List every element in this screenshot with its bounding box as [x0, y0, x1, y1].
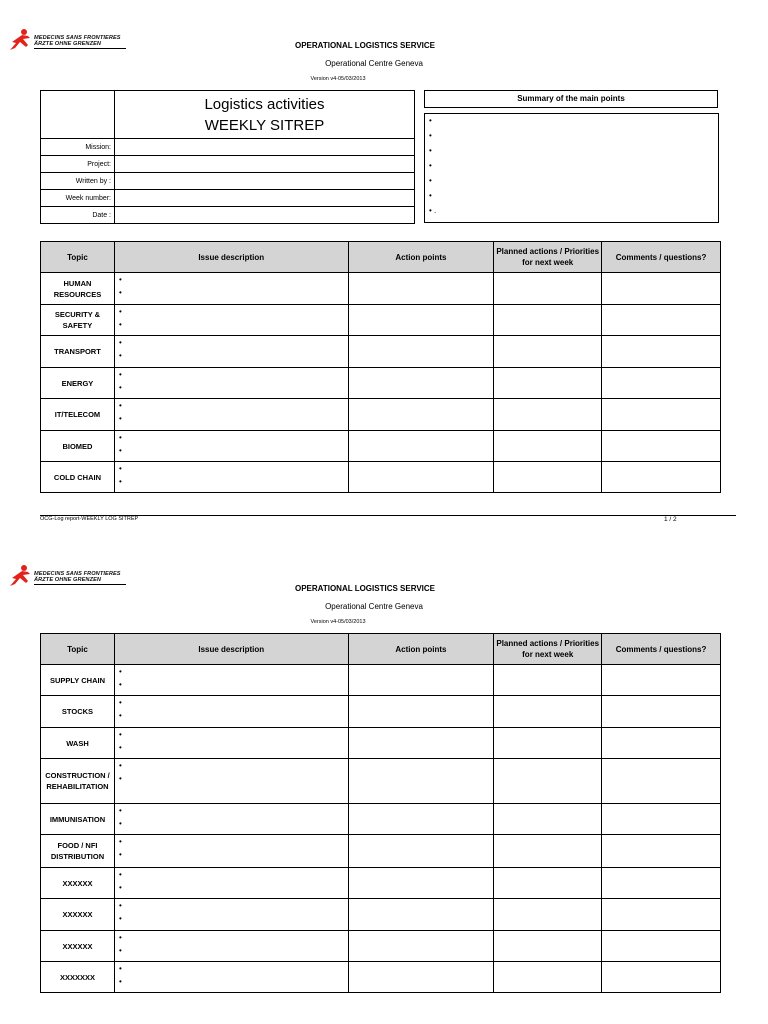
- summary-bullet: • .: [429, 206, 437, 215]
- field-label-project: Project:: [41, 156, 115, 173]
- action-points-cell[interactable]: [348, 899, 494, 931]
- comments-cell[interactable]: [602, 305, 721, 336]
- table-row: [41, 399, 721, 431]
- table-row: [41, 728, 721, 759]
- topic-cell: IMMUNISATION: [41, 804, 115, 835]
- table-row: [41, 835, 721, 868]
- issue-description-cell[interactable]: [114, 462, 348, 493]
- table-row: [41, 759, 721, 804]
- footer-page-number: 1 / 2: [664, 516, 677, 523]
- topic-cell: XXXXXXX: [41, 962, 115, 993]
- field-label-week-number: Week number:: [41, 190, 115, 207]
- issue-bullet: •: [118, 819, 122, 828]
- issue-bullet: •: [118, 698, 122, 707]
- topic-cell: CONSTRUCTION / REHABILITATION: [41, 759, 115, 804]
- topic-cell: TRANSPORT: [41, 336, 115, 368]
- issue-bullet: •: [118, 275, 122, 284]
- report-title-line2: WEEKLY SITREP: [204, 116, 325, 134]
- issue-bullet: •: [118, 414, 122, 423]
- column-header-comments: Comments / questions?: [602, 242, 721, 273]
- summary-bullet: •: [429, 116, 432, 125]
- summary-box[interactable]: [424, 113, 719, 223]
- issue-bullet: •: [118, 680, 122, 689]
- issue-bullet: •: [118, 964, 122, 973]
- comments-cell[interactable]: [602, 804, 721, 835]
- table-row: [41, 665, 721, 696]
- comments-cell[interactable]: [602, 665, 721, 696]
- comments-cell[interactable]: [602, 368, 721, 399]
- topic-cell: FOOD / NFI DISTRIBUTION: [41, 835, 115, 868]
- issue-description-cell[interactable]: [114, 899, 348, 931]
- planned-actions-cell[interactable]: [494, 899, 602, 931]
- field-input-date[interactable]: [115, 207, 415, 224]
- issue-description-cell[interactable]: [114, 759, 348, 804]
- footer-doc-name: OCG-Log report-WEEKLY LOG SITREP: [40, 516, 139, 522]
- issue-bullet: •: [118, 837, 122, 846]
- action-points-cell[interactable]: [348, 835, 494, 868]
- activities-table-page1: [40, 241, 721, 493]
- issue-bullet: •: [118, 477, 122, 486]
- column-header-action: Action points: [348, 242, 494, 273]
- summary-bullet: •: [429, 191, 432, 200]
- field-label-mission: Mission:: [41, 139, 115, 156]
- topic-cell: COLD CHAIN: [41, 462, 115, 493]
- issue-bullet: •: [118, 870, 122, 879]
- topic-cell: BIOMED: [41, 431, 115, 462]
- issue-description-cell[interactable]: [114, 665, 348, 696]
- action-points-cell[interactable]: [348, 962, 494, 993]
- header-title: OPERATIONAL LOGISTICS SERVICE: [294, 41, 436, 50]
- planned-actions-cell[interactable]: [494, 804, 602, 835]
- table-row: [41, 868, 721, 899]
- topic-cell: SUPPLY CHAIN: [41, 665, 115, 696]
- issue-bullet: •: [118, 761, 122, 770]
- planned-actions-cell[interactable]: [494, 835, 602, 868]
- topic-cell: XXXXXX: [41, 931, 115, 962]
- topic-cell: XXXXXX: [41, 899, 115, 931]
- comments-cell[interactable]: [602, 835, 721, 868]
- comments-cell[interactable]: [602, 399, 721, 431]
- action-points-cell[interactable]: [348, 305, 494, 336]
- summary-title: Summary of the main points: [424, 90, 718, 108]
- header-version: Version v4-05/03/2013: [310, 619, 366, 625]
- planned-actions-cell[interactable]: [494, 665, 602, 696]
- comments-cell[interactable]: [602, 931, 721, 962]
- comments-cell[interactable]: [602, 962, 721, 993]
- table-row: [41, 899, 721, 931]
- planned-actions-cell[interactable]: [494, 462, 602, 493]
- field-input-written-by[interactable]: [115, 173, 415, 190]
- issue-bullet: •: [118, 850, 122, 859]
- table-row: [41, 273, 721, 305]
- issue-description-cell[interactable]: [114, 368, 348, 399]
- issue-description-cell[interactable]: [114, 696, 348, 728]
- topic-cell: XXXXXX: [41, 868, 115, 899]
- logo-text-line1: MEDECINS SANS FRONTIERES: [34, 571, 121, 577]
- planned-actions-cell[interactable]: [494, 728, 602, 759]
- comments-cell[interactable]: [602, 273, 721, 305]
- issue-bullet: •: [118, 446, 122, 455]
- action-points-cell[interactable]: [348, 665, 494, 696]
- issue-bullet: •: [118, 946, 122, 955]
- summary-bullet: •: [429, 176, 432, 185]
- column-header-action: Action points: [348, 634, 494, 665]
- issue-bullet: •: [118, 338, 122, 347]
- planned-actions-cell[interactable]: [494, 273, 602, 305]
- action-points-cell[interactable]: [348, 804, 494, 835]
- table-row: [41, 804, 721, 835]
- issue-bullet: •: [118, 901, 122, 910]
- issue-description-cell[interactable]: [114, 728, 348, 759]
- field-label-written-by: Written by :: [41, 173, 115, 190]
- planned-actions-cell[interactable]: [494, 336, 602, 368]
- action-points-cell[interactable]: [348, 728, 494, 759]
- planned-actions-cell[interactable]: [494, 305, 602, 336]
- issue-bullet: •: [118, 774, 122, 783]
- issue-bullet: •: [118, 883, 122, 892]
- action-points-cell[interactable]: [348, 399, 494, 431]
- issue-bullet: •: [118, 464, 122, 473]
- table-row: [41, 962, 721, 993]
- action-points-cell[interactable]: [348, 868, 494, 899]
- comments-cell[interactable]: [602, 696, 721, 728]
- column-header-planned: Planned actions / Priorities for next week: [494, 634, 602, 665]
- column-header-issue: Issue description: [114, 634, 348, 665]
- field-label-date: Date :: [41, 207, 115, 224]
- issue-description-cell[interactable]: [114, 336, 348, 368]
- issue-description-cell[interactable]: [114, 431, 348, 462]
- header-title: OPERATIONAL LOGISTICS SERVICE: [294, 584, 436, 593]
- action-points-cell[interactable]: [348, 696, 494, 728]
- table-row: [41, 305, 721, 336]
- issue-bullet: •: [118, 370, 122, 379]
- issue-description-cell[interactable]: [114, 804, 348, 835]
- issue-bullet: •: [118, 711, 122, 720]
- action-points-cell[interactable]: [348, 273, 494, 305]
- topic-cell: WASH: [41, 728, 115, 759]
- table-row: [41, 336, 721, 368]
- comments-cell[interactable]: [602, 336, 721, 368]
- issue-description-cell[interactable]: [114, 273, 348, 305]
- summary-bullet: •: [429, 146, 432, 155]
- table-row: [41, 462, 721, 493]
- table-row: [41, 368, 721, 399]
- header-version: Version v4-05/03/2013: [310, 76, 366, 82]
- issue-description-cell[interactable]: [114, 931, 348, 962]
- planned-actions-cell[interactable]: [494, 931, 602, 962]
- footer-divider: [40, 515, 736, 516]
- logo-text-line1: MEDECINS SANS FRONTIERES: [34, 35, 121, 41]
- issue-bullet: •: [118, 806, 122, 815]
- issue-bullet: •: [118, 667, 122, 676]
- issue-bullet: •: [118, 730, 122, 739]
- summary-bullet: •: [429, 131, 432, 140]
- comments-cell[interactable]: [602, 868, 721, 899]
- issue-bullet: •: [118, 288, 122, 297]
- action-points-cell[interactable]: [348, 336, 494, 368]
- action-points-cell[interactable]: [348, 431, 494, 462]
- topic-cell: SECURITY & SAFETY: [41, 305, 115, 336]
- planned-actions-cell[interactable]: [494, 696, 602, 728]
- planned-actions-cell[interactable]: [494, 962, 602, 993]
- comments-cell[interactable]: [602, 431, 721, 462]
- issue-bullet: •: [118, 401, 122, 410]
- issue-description-cell[interactable]: [114, 835, 348, 868]
- issue-bullet: •: [118, 914, 122, 923]
- column-header-planned: Planned actions / Priorities for next week: [494, 242, 602, 273]
- planned-actions-cell[interactable]: [494, 431, 602, 462]
- comments-cell[interactable]: [602, 462, 721, 493]
- table-row: [41, 696, 721, 728]
- activities-table-page2: [40, 633, 721, 993]
- issue-bullet: •: [118, 307, 122, 316]
- header-subtitle: Operational Centre Geneva: [325, 59, 423, 68]
- column-header-comments: Comments / questions?: [602, 634, 721, 665]
- planned-actions-cell[interactable]: [494, 868, 602, 899]
- action-points-cell[interactable]: [348, 759, 494, 804]
- action-points-cell[interactable]: [348, 368, 494, 399]
- action-points-cell[interactable]: [348, 931, 494, 962]
- column-header-topic: Topic: [41, 242, 115, 273]
- issue-description-cell[interactable]: [114, 868, 348, 899]
- comments-cell[interactable]: [602, 899, 721, 931]
- issue-description-cell[interactable]: [114, 399, 348, 431]
- issue-description-cell[interactable]: [114, 305, 348, 336]
- table-row: [41, 931, 721, 962]
- issue-bullet: •: [118, 383, 122, 392]
- header-subtitle: Operational Centre Geneva: [325, 602, 423, 611]
- report-title: [115, 91, 415, 139]
- issue-bullet: •: [118, 743, 122, 752]
- field-input-project[interactable]: [115, 156, 415, 173]
- planned-actions-cell[interactable]: [494, 399, 602, 431]
- summary-bullet: •: [429, 161, 432, 170]
- report-title-line1: Logistics activities: [204, 95, 325, 113]
- info-logo-cell: [41, 91, 115, 139]
- column-header-topic: Topic: [41, 634, 115, 665]
- logo-text-line2: ÄRZTE OHNE GRENZEN: [34, 577, 102, 583]
- table-row: [41, 431, 721, 462]
- issue-bullet: •: [118, 933, 122, 942]
- comments-cell[interactable]: [602, 759, 721, 804]
- issue-bullet: •: [118, 351, 122, 360]
- column-header-issue: Issue description: [114, 242, 348, 273]
- issue-bullet: •: [118, 320, 122, 329]
- issue-bullet: •: [118, 977, 122, 986]
- action-points-cell[interactable]: [348, 462, 494, 493]
- field-input-mission[interactable]: [115, 139, 415, 156]
- issue-description-cell[interactable]: [114, 962, 348, 993]
- logo-text-line2: ÄRZTE OHNE GRENZEN: [34, 41, 102, 47]
- topic-cell: STOCKS: [41, 696, 115, 728]
- field-input-week-number[interactable]: [115, 190, 415, 207]
- comments-cell[interactable]: [602, 728, 721, 759]
- topic-cell: HUMAN RESOURCES: [41, 273, 115, 305]
- planned-actions-cell[interactable]: [494, 759, 602, 804]
- issue-bullet: •: [118, 433, 122, 442]
- report-info-table: [40, 90, 415, 224]
- topic-cell: IT/TELECOM: [41, 399, 115, 431]
- planned-actions-cell[interactable]: [494, 368, 602, 399]
- topic-cell: ENERGY: [41, 368, 115, 399]
